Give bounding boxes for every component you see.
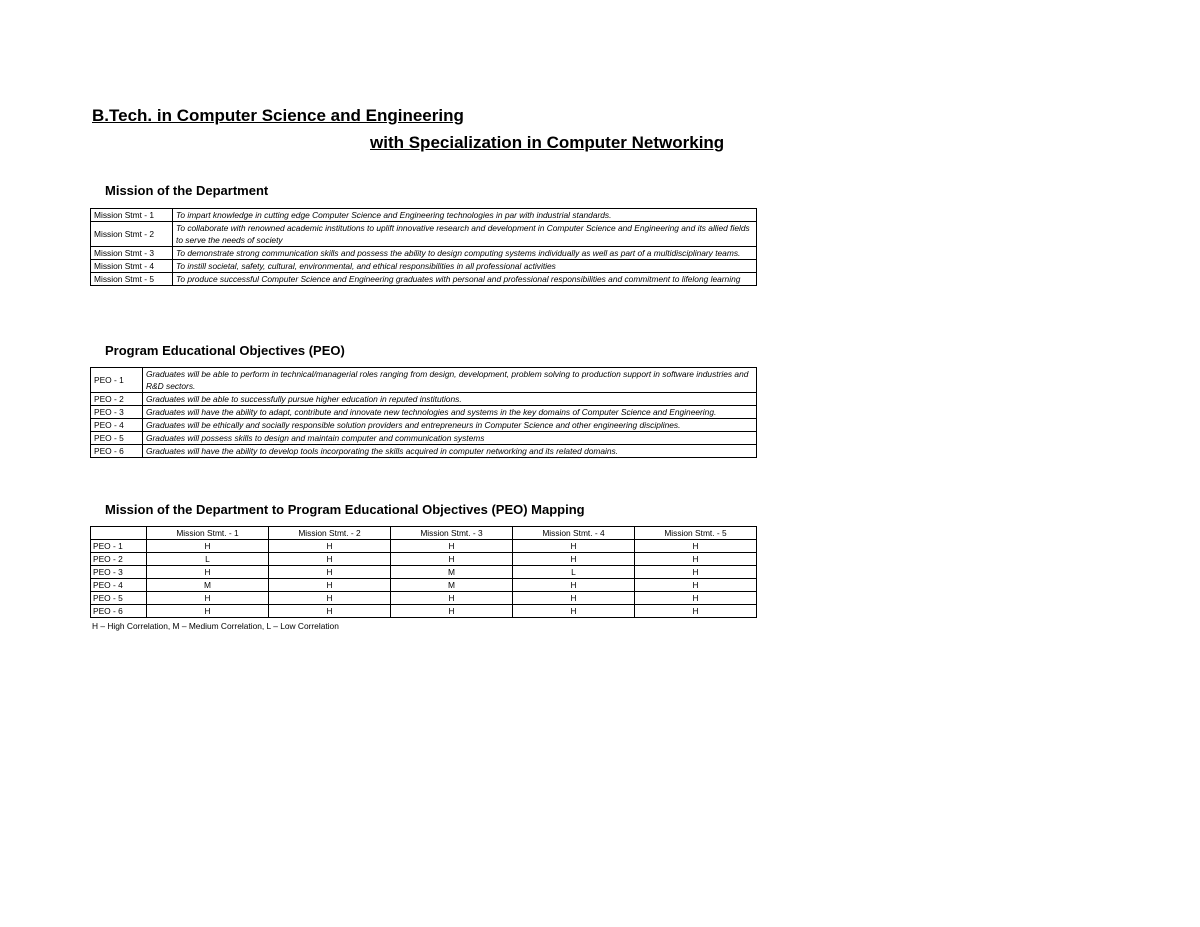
correlation-cell: M	[391, 566, 513, 579]
peo-text: Graduates will be able to perform in technical/managerial roles ranging from design, development, problem solving to production support in software industries and R&D sectors.	[143, 368, 757, 393]
correlation-cell: H	[269, 605, 391, 618]
correlation-cell: H	[269, 579, 391, 592]
correlation-cell: M	[147, 579, 269, 592]
table-row	[91, 419, 757, 432]
correlation-cell: H	[269, 566, 391, 579]
mission-label: Mission Stmt - 1	[91, 209, 173, 222]
correlation-cell: H	[147, 605, 269, 618]
column-header: Mission Stmt. - 4	[513, 527, 635, 540]
mission-text: To produce successful Computer Science and Engineering graduates with personal and professional responsibilities and commitment to lifelong learning	[173, 273, 757, 286]
peo-label: PEO - 2	[91, 393, 143, 406]
correlation-cell: H	[513, 605, 635, 618]
column-header: Mission Stmt. - 2	[269, 527, 391, 540]
correlation-cell: H	[391, 553, 513, 566]
table-row	[91, 406, 757, 419]
table-row	[91, 445, 757, 458]
correlation-legend: H – High Correlation, M – Medium Correlation, L – Low Correlation	[92, 621, 339, 631]
table-row	[91, 566, 757, 579]
correlation-cell: H	[269, 540, 391, 553]
document-subtitle: with Specialization in Computer Networking	[370, 133, 725, 152]
correlation-cell: H	[269, 592, 391, 605]
correlation-cell: L	[513, 566, 635, 579]
correlation-cell: H	[391, 605, 513, 618]
mission-text: To collaborate with renowned academic institutions to uplift innovative research and development in Computer Science and Engineering and its allied fields to serve the needs of society	[173, 222, 757, 247]
mission-label: Mission Stmt - 2	[91, 222, 173, 247]
column-header: Mission Stmt. - 1	[147, 527, 269, 540]
peo-label: PEO - 5	[91, 432, 143, 445]
document-title: B.Tech. in Computer Science and Engineering	[92, 106, 464, 125]
table-row	[91, 273, 757, 286]
column-header: Mission Stmt. - 3	[391, 527, 513, 540]
table-row	[91, 368, 757, 393]
column-header: Mission Stmt. - 5	[635, 527, 757, 540]
peo-label: PEO - 6	[91, 445, 143, 458]
correlation-cell: H	[635, 579, 757, 592]
row-header: PEO - 1	[91, 540, 147, 553]
table-row	[91, 432, 757, 445]
table-row	[91, 605, 757, 618]
row-header: PEO - 2	[91, 553, 147, 566]
correlation-cell: H	[635, 592, 757, 605]
mapping-table	[90, 526, 757, 618]
mission-heading: Mission of the Department	[105, 183, 269, 198]
peo-text: Graduates will have the ability to develop tools incorporating the skills acquired in computer networking and its related domains.	[143, 445, 757, 458]
table-header-row	[91, 527, 757, 540]
row-header: PEO - 6	[91, 605, 147, 618]
table-row	[91, 209, 757, 222]
correlation-cell: M	[391, 579, 513, 592]
correlation-cell: H	[391, 540, 513, 553]
mission-label: Mission Stmt - 4	[91, 260, 173, 273]
peo-heading: Program Educational Objectives (PEO)	[105, 343, 345, 358]
correlation-cell: H	[513, 592, 635, 605]
table-row	[91, 393, 757, 406]
mission-table	[90, 208, 757, 286]
correlation-cell: H	[635, 566, 757, 579]
row-header: PEO - 3	[91, 566, 147, 579]
peo-label: PEO - 4	[91, 419, 143, 432]
mapping-heading: Mission of the Department to Program Educational Objectives (PEO) Mapping	[105, 502, 585, 517]
row-header: PEO - 4	[91, 579, 147, 592]
table-row	[91, 540, 757, 553]
correlation-cell: H	[513, 553, 635, 566]
mission-label: Mission Stmt - 5	[91, 273, 173, 286]
mission-text: To impart knowledge in cutting edge Computer Science and Engineering technologies in par with industrial standards.	[173, 209, 757, 222]
correlation-cell: H	[147, 540, 269, 553]
corner-cell	[91, 527, 147, 540]
table-row	[91, 592, 757, 605]
correlation-cell: H	[147, 566, 269, 579]
row-header: PEO - 5	[91, 592, 147, 605]
correlation-cell: H	[635, 540, 757, 553]
correlation-cell: L	[147, 553, 269, 566]
correlation-cell: H	[513, 579, 635, 592]
correlation-cell: H	[635, 553, 757, 566]
peo-text: Graduates will be ethically and socially responsible solution providers and entrepreneurs in Computer Science and other engineering disciplines.	[143, 419, 757, 432]
table-row	[91, 247, 757, 260]
table-row	[91, 579, 757, 592]
peo-text: Graduates will be able to successfully pursue higher education in reputed institutions.	[143, 393, 757, 406]
correlation-cell: H	[269, 553, 391, 566]
peo-table	[90, 367, 757, 458]
peo-label: PEO - 1	[91, 368, 143, 393]
mission-text: To demonstrate strong communication skills and possess the ability to design computing systems individually as well as part of a multidisciplinary teams.	[173, 247, 757, 260]
correlation-cell: H	[635, 605, 757, 618]
mission-text: To instill societal, safety, cultural, environmental, and ethical responsibilities in all professional activities	[173, 260, 757, 273]
table-row	[91, 553, 757, 566]
correlation-cell: H	[391, 592, 513, 605]
peo-text: Graduates will possess skills to design and maintain computer and communication systems	[143, 432, 757, 445]
peo-label: PEO - 3	[91, 406, 143, 419]
table-row	[91, 260, 757, 273]
correlation-cell: H	[513, 540, 635, 553]
peo-text: Graduates will have the ability to adapt, contribute and innovate new technologies and systems in the key domains of Computer Science and Engineering.	[143, 406, 757, 419]
mission-label: Mission Stmt - 3	[91, 247, 173, 260]
correlation-cell: H	[147, 592, 269, 605]
table-row	[91, 222, 757, 247]
